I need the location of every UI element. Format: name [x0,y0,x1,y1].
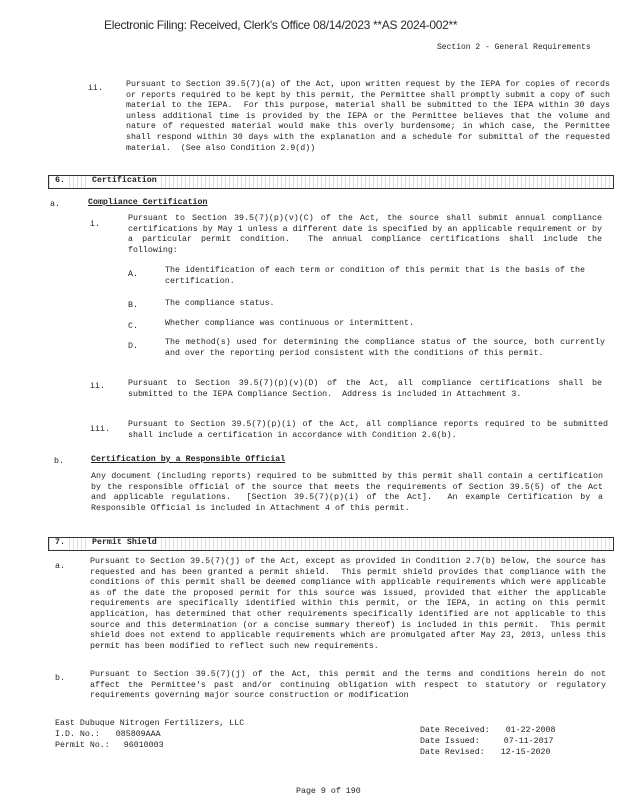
footer-permit [55,741,164,752]
paragraph: Pursuant to Section 39.5(7)(p)(i) of the Act, all compliance reports required to be submitted shall include a certification in accordance with Condition 2.6(b). [128,420,613,440]
footer-received [420,726,555,737]
footer-received-label: Date Received: [420,726,490,735]
item-label: a. [55,562,65,571]
item-label: iii. [90,425,110,434]
paragraph: Pursuant to Section 39.5(7)(a) of the Act, upon written request by the IEPA for copies of records or reports required to be kept by this permit, the Permittee shall promptly submit a copy of such material to the IEPA. For this purpose, material shall be submitted to the IEPA within 30 days unless additional time is provided by the IEPA or the Permittee believes that the volume and nature of requested material would make this overly burdensome; in which case, the Permittee shall respond within 30 days with the explanation and a schedule for submittal of the requested material. (See also Condition 2.9(d)) [126,80,615,153]
paragraph: The method(s) used for determining the compliance status of the source, both currently and over the reporting period consistent with the conditions of this permit. [165,338,610,358]
item-label: ii. [88,84,103,93]
item-label: C. [128,322,138,331]
paragraph: The identification of each term or condition of this permit that is the basis of the certification. [165,266,590,286]
footer-issued [420,737,554,748]
subsection-heading: Compliance Certification [88,198,208,207]
paragraph: Pursuant to Section 39.5(7)(j) of the Act, except as provided in Condition 2.7(b) below, the source has requested and has been granted a permit shield. This permit shield provides that compliance with the conditions of this permit shall be deemed compliance with applicable requirements which were applicable as of the date the proposed permit for this source was issued, provided that either the applicable requirements are specifically identified within this permit, or the IEPA, in acting on this permit application, has determined that other requirements specifically identified are not applicable to this source and this determination (or a concise summary thereof) is included in this permit. This permit shield does not extend to applicable requirements which are promulgated after May 23, 2013, unless this permit has been modified to reflect such new requirements. [90,557,611,651]
section-title: Certification [89,176,160,187]
footer-id-value: 085809AAA [115,730,161,739]
paragraph: Any document (including reports) required to be submitted by this permit shall contain a certification by the responsible official of the source that meets the requirements of Section 39.5(5) of the Act and applicable regulations. [Section 39.5(7)(p)(i) of the Act]. An example Certification by a Responsible Official is included in Attachment 4 of this permit. [91,472,608,513]
footer-revised-value: 12-15-2020 [500,748,551,757]
item-label: B. [128,301,138,310]
item-label: i. [90,220,100,229]
item-label: a. [50,200,60,209]
paragraph: Whether compliance was continuous or intermittent. [165,319,414,328]
section-number: 6. [55,176,65,185]
footer-id-label: I.D. No.: [55,730,100,739]
section-bar-6 [48,175,614,189]
footer-issued-label: Date Issued: [420,737,480,746]
footer-id [55,730,161,741]
paragraph: Pursuant to Section 39.5(7)(p)(v)(C) of the Act, the source shall submit annual compliance certifications by May 1 unless a different date is specified by an applicable requirement or by a particular permit condition. The annual compliance certifications shall include the following: [128,214,607,255]
filing-stamp: Electronic Filing: Received, Clerk's Office 08/14/2023 **AS 2024-002** [104,18,458,32]
item-label: D. [128,342,138,351]
item-label: b. [54,457,64,466]
footer-permit-value: 96010003 [123,741,164,750]
item-label: A. [128,270,138,279]
running-header: Section 2 - General Requirements [437,43,591,52]
footer-permit-label: Permit No.: [55,741,110,750]
item-label: b. [55,674,65,683]
footer-received-value: 01-22-2008 [505,726,556,735]
paragraph: Pursuant to Section 39.5(7)(j) of the Act, this permit and the terms and conditions herein do not affect the Permittee's past and/or continuing obligation with respect to statutory or regulatory requirements governing major source construction or modification [90,670,611,701]
section-bar-7 [48,537,614,551]
footer-revised [420,748,551,759]
footer-issued-value: 07-11-2017 [503,737,554,746]
subsection-heading: Certification by a Responsible Official [91,455,286,464]
footer-company: East Dubuque Nitrogen Fertilizers, LLC [55,719,245,728]
paragraph: Pursuant to Section 39.5(7)(p)(v)(D) of the Act, all compliance certifications shall be submitted to the IEPA Compliance Section. Address is included in Attachment 3. [128,379,607,399]
page-number: Page 9 of 190 [296,787,361,796]
section-title: Permit Shield [89,538,160,549]
footer-revised-label: Date Revised: [420,748,485,757]
paragraph: The compliance status. [165,299,275,308]
section-number: 7. [55,538,65,547]
item-label: ii. [90,382,105,391]
